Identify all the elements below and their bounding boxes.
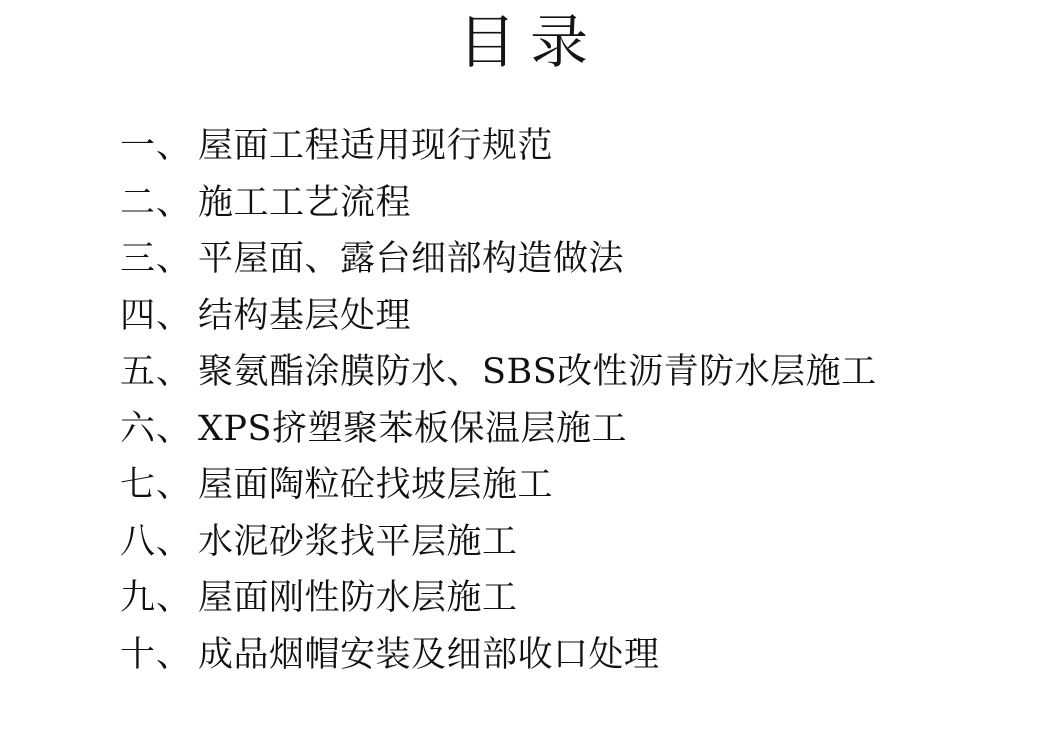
list-item xyxy=(120,231,1020,288)
list-item-number: 三、 xyxy=(120,239,193,279)
list-item xyxy=(120,457,1020,514)
list-item-label: 聚氨酯涂膜防水、SBS改性沥青防水层施工 xyxy=(198,352,877,392)
list-item-label: 屋面刚性防水层施工 xyxy=(198,578,518,618)
list-item-number: 四、 xyxy=(120,295,193,336)
list-item xyxy=(120,401,1020,458)
list-item-number: 二、 xyxy=(120,182,193,223)
list-item xyxy=(120,514,1020,571)
page-title: 目录 xyxy=(457,8,602,76)
list-item-label: XPS挤塑聚苯板保温层施工 xyxy=(198,408,627,449)
list-item xyxy=(120,118,1020,175)
list-item-label: 结构基层处理 xyxy=(198,295,412,336)
list-item xyxy=(120,570,1020,627)
list-item-number: 十、 xyxy=(120,634,193,675)
list-item-number: 七、 xyxy=(120,465,193,505)
list-item-number: 五、 xyxy=(120,352,193,392)
list-item-label: 平屋面、露台细部构造做法 xyxy=(198,239,625,279)
list-item xyxy=(120,175,1020,232)
list-item-number: 一、 xyxy=(120,126,193,166)
list-item-number: 九、 xyxy=(120,578,193,618)
list-item-label: 屋面工程适用现行规范 xyxy=(198,126,554,166)
list-item xyxy=(120,627,1020,684)
list-item xyxy=(120,288,1020,345)
list-item-number: 八、 xyxy=(120,521,193,562)
list-item-label: 水泥砂浆找平层施工 xyxy=(198,521,518,562)
list-item-label: 施工工艺流程 xyxy=(198,182,412,223)
table-of-contents xyxy=(120,118,1020,683)
list-item-label: 屋面陶粒砼找坡层施工 xyxy=(198,465,554,505)
list-item-label: 成品烟帽安装及细部收口处理 xyxy=(198,634,660,675)
list-item-number: 六、 xyxy=(120,408,193,449)
list-item xyxy=(120,344,1020,401)
